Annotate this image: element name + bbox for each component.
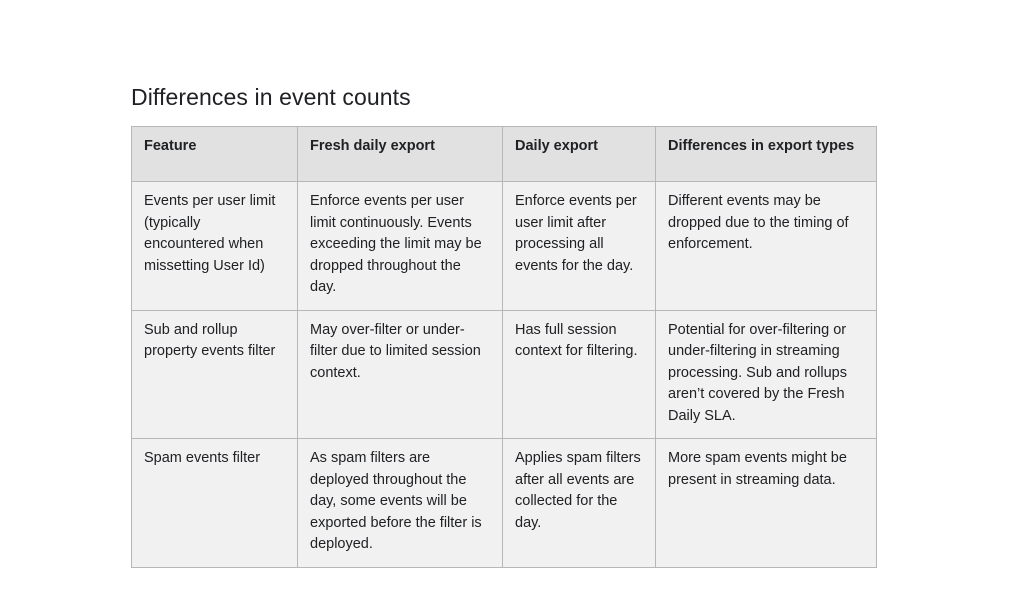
column-header-differences-in-export-types: Differences in export types bbox=[656, 127, 877, 182]
column-header-fresh-daily-export: Fresh daily export bbox=[298, 127, 503, 182]
content-area bbox=[131, 82, 877, 568]
table-header-row bbox=[132, 127, 877, 182]
column-header-feature: Feature bbox=[132, 127, 298, 182]
page-title: Differences in event counts bbox=[131, 84, 411, 110]
table-cell-daily-export: Has full session context for filtering. bbox=[503, 310, 656, 439]
event-counts-table bbox=[131, 126, 877, 568]
table-cell-feature: Spam events filter bbox=[132, 439, 298, 568]
table-cell-fresh-daily-export: May over-filter or under-filter due to limited session context. bbox=[298, 310, 503, 439]
table-cell-daily-export: Applies spam filters after all events are collected for the day. bbox=[503, 439, 656, 568]
table-cell-fresh-daily-export: Enforce events per user limit continuously. Events exceeding the limit may be dropped throughout the day. bbox=[298, 182, 503, 311]
table-cell-fresh-daily-export: As spam filters are deployed throughout the day, some events will be exported before the filter is deployed. bbox=[298, 439, 503, 568]
column-header-daily-export: Daily export bbox=[503, 127, 656, 182]
table-cell-feature: Events per user limit (typically encountered when missetting User Id) bbox=[132, 182, 298, 311]
table-cell-feature: Sub and rollup property events filter bbox=[132, 310, 298, 439]
table-row bbox=[132, 310, 877, 439]
table-cell-differences: More spam events might be present in streaming data. bbox=[656, 439, 877, 568]
table-cell-differences: Different events may be dropped due to the timing of enforcement. bbox=[656, 182, 877, 311]
table-cell-differences: Potential for over-filtering or under-filtering in streaming processing. Sub and rollups aren’t covered by the Fresh Daily SLA. bbox=[656, 310, 877, 439]
table-row bbox=[132, 182, 877, 311]
table-cell-daily-export: Enforce events per user limit after processing all events for the day. bbox=[503, 182, 656, 311]
table-row bbox=[132, 439, 877, 568]
